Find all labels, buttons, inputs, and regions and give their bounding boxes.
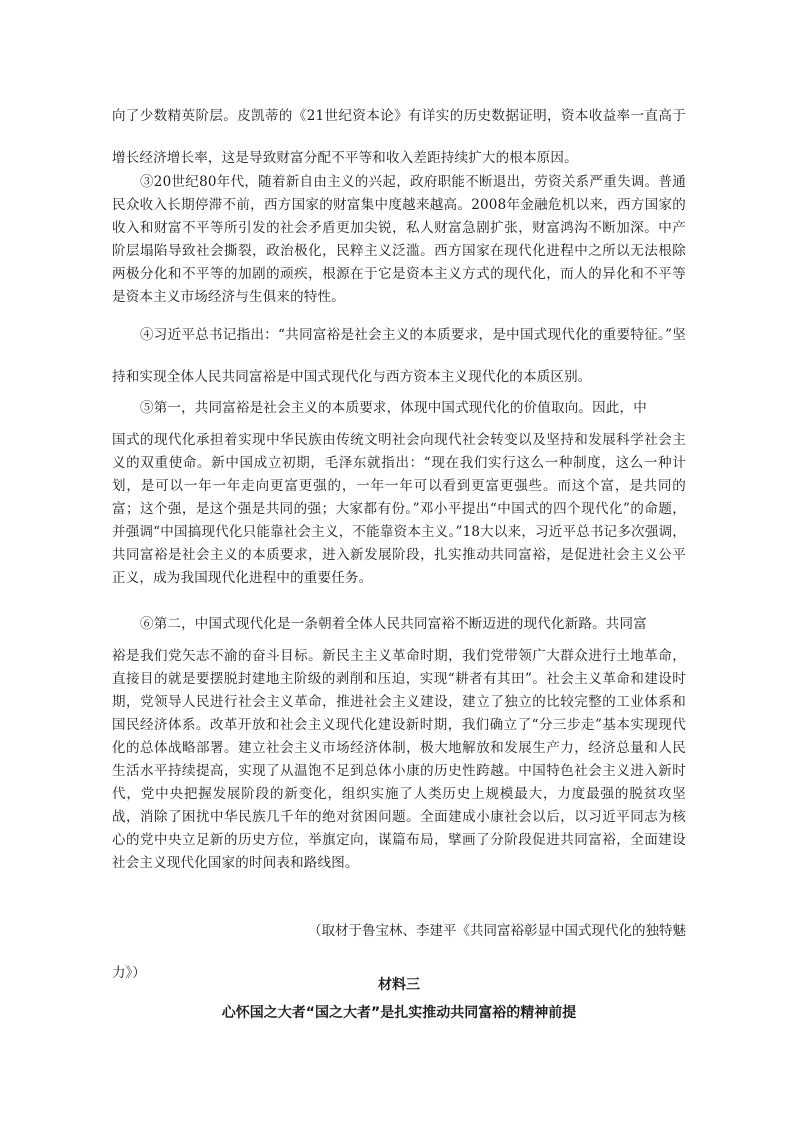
source-citation: （取材于鲁宝林、李建平《共同富裕彰显中国式现代化的独特魅力》） bbox=[112, 923, 686, 981]
paragraph-6-body: 裕是我们党矢志不渝的奋斗目标。新民主主义革命时期，我们党带领广大群众进行土地革命，直接目的就是要摆脱封建地主阶级的剥削和压迫，实现“耕者有其田”。社会主义革命和建设时期，党领导人民进行社会主义革命，推进社会主义建设，建立了独立的比较完整的工业体系和国民经济体系。改革开放和社会主义现代化建设新时期，我们确立了“分三步走”基本实现现代化的总体战略部署。建立社会主义市场经济体制，极大地解放和发展生产力，经济总量和人民生活水平持续提高，实现了从温饱不足到总体小康的历史性跨越。中国特色社会主义进入新时代，党中央把握发展阶段的新变化，组织实施了人类历史上规模最大，力度最强的脱贫攻坚战，消除了困扰中华民族几千年的绝对贫困问题。全面建成小康社会以后，以习近平同志为核心的党中央立足新的历史方位，举旗定向，谋篇布局，擘画了分阶段促进共同富裕，全面建设社会主义现代化国家的时间表和路线图。 bbox=[112, 648, 686, 871]
material-title: 心怀国之大者“国之大者”是扎实推动共同富裕的精神前提 bbox=[221, 1005, 577, 1021]
paragraph-5-first-line: ⑤第一，共同富裕是社会主义的本质要求，体现中国式现代化的价值取向。因此，中 bbox=[140, 400, 647, 416]
paragraph-6-first-line: ⑥第二，中国式现代化是一条朝着全体人民共同富裕不断迈进的现代化新路。共同富 bbox=[140, 616, 647, 632]
material-label: 材料三 bbox=[378, 977, 420, 993]
paragraph-4: ④习近平总书记指出：“共同富裕是社会主义的本质要求，是中国式现代化的重要特征。”坚持和实现全体人民共同富裕是中国式现代化与西方资本主义现代化的本质区别。 bbox=[112, 327, 686, 385]
paragraph-continued: 向了少数精英阶层。皮凯蒂的《21世纪资本论》有详实的历史数据证明，资本收益率一直高于增长经济增长率，这是导致财富分配不平等和收入差距持续扩大的根本原因。 bbox=[112, 108, 686, 166]
paragraph-5-body: 国式的现代化承担着实现中华民族由传统文明社会向现代社会转变以及坚持和发展科学社会主义的双重使命。新中国成立初期，毛泽东就指出：“现在我们实行这么一种制度，这么一种计划，是可以一年一年走向更富更强的，一年一年可以看到更富更强些。而这个富，是共同的富；这个强，是这个强是共同的强；大家都有份。”邓小平提出“中国式的四个现代化”的命题，并强调“中国搞现代化只能靠社会主义，不能靠资本主义。”18大以来，习近平总书记多次强调，共同富裕是社会主义的本质要求，进入新发展阶段，扎实推动共同富裕，是促进社会主义公平正义，成为我国现代化进程中的重要任务。 bbox=[112, 432, 686, 586]
paragraph-3: ③20世纪80年代，随着新自由主义的兴起，政府职能不断退出，劳资关系严重失调。普通民众收入长期停滞不前，西方国家的财富集中度越来越高。2008年金融危机以来，西方国家的收入和财富不平等所引发的社会矛盾更加尖锐，私人财富急剧扩张，财富鸿沟不断加深。中产阶层塌陷导致社会撕裂，政治极化，民粹主义泛滥。西方国家在现代化进程中之所以无法根除两极分化和不平等的加剧的顽疾，根源在于它是资本主义方式的现代化，而人的异化和不平等是资本主义市场经济与生俱来的特性。 bbox=[112, 174, 686, 305]
